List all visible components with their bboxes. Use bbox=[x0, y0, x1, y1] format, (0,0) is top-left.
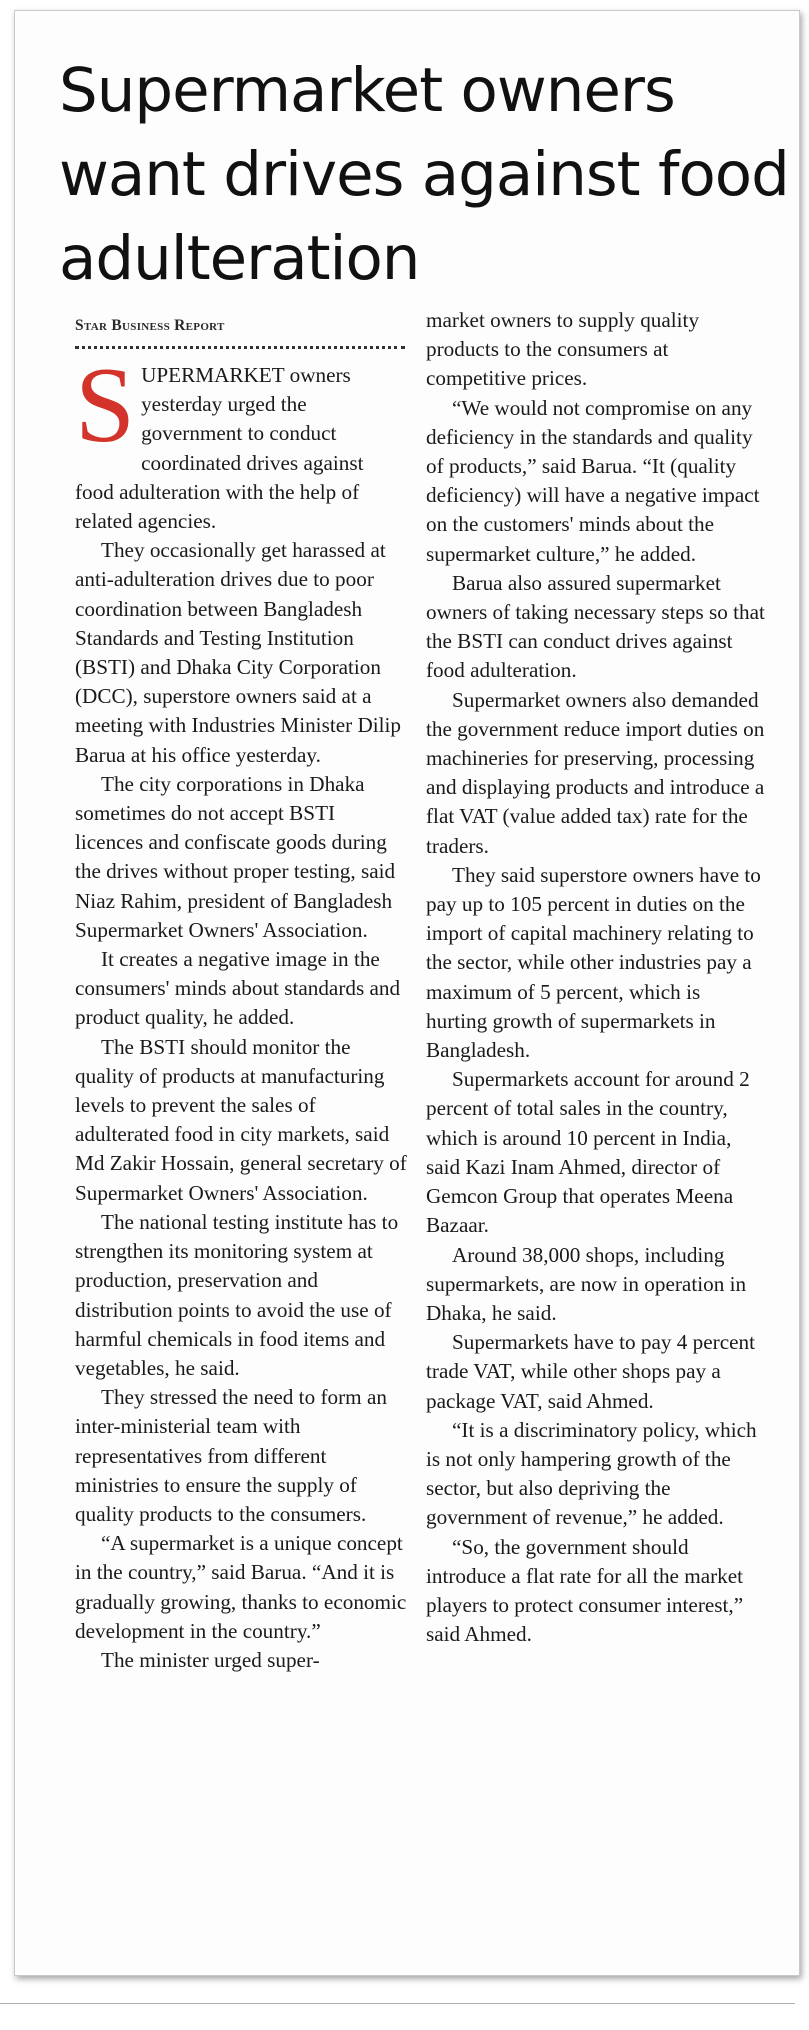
drop-cap: S bbox=[75, 346, 136, 465]
paragraph: The national testing institute has to strengthen its monitoring system at production, preservation and distribution points to avoid the use of harmful chemicals in food items and vegetables, he said. bbox=[75, 1209, 399, 1380]
paragraph: Around 38,000 shops, including supermarkets, are now in operation in Dhaka, he said. bbox=[426, 1242, 747, 1325]
byline: Star Business Report bbox=[75, 317, 225, 334]
page-divider bbox=[0, 2003, 795, 2004]
paragraph: “It is a discriminatory policy, which is not only hampering growth of the sector, but also depriving the government of revenue,” he added. bbox=[426, 1417, 757, 1530]
continued-paragraph: market owners to supply quality products to the consumers at competitive prices. bbox=[426, 308, 700, 391]
paragraph: It creates a negative image in the consumers' minds about standards and product quality, he added. bbox=[75, 947, 401, 1030]
column-1 bbox=[75, 346, 407, 1675]
paragraph: They said superstore owners have to pay up to 105 percent in duties on the import of capital machinery relating to the sector, while other industries pay a maximum of 5 percent, which is hurting growth of supermarkets in Bangladesh. bbox=[426, 862, 761, 1063]
paragraph: They stressed the need to form an inter-ministerial team with representatives from different ministries to ensure the supply of quality products to the consumers. bbox=[75, 1385, 387, 1526]
lead-text: UPERMARKET owners yesterday urged the government to conduct coordinated drives against food adulteration with the help of related agencies. bbox=[75, 363, 364, 534]
paragraph: The BSTI should monitor the quality of products at manufacturing levels to prevent the sales of adulterated food in city markets, said Md Zakir Hossain, general secretary of Supermarket Owners' Association. bbox=[75, 1034, 407, 1205]
paragraph: “A supermarket is a unique concept in the country,” said Barua. “And it is gradually growing, thanks to economic development in the country.” bbox=[75, 1531, 407, 1643]
paragraph: Barua also assured supermarket owners of taking necessary steps so that the BSTI can conduct drives against food adulteration. bbox=[426, 570, 765, 683]
column-2 bbox=[426, 306, 766, 1649]
headline: Supermarket owners want drives against food adulteration bbox=[59, 55, 789, 294]
paragraph: Supermarket owners also demanded the government reduce import duties on machineries for preserving, processing and displaying products and introduce a flat VAT (value added tax) rate for the traders. bbox=[426, 687, 765, 858]
lead-paragraph bbox=[75, 346, 407, 536]
paragraph: Supermarkets account for around 2 percent of total sales in the country, which is around 10 percent in India, said Kazi Inam Ahmed, director of Gemcon Group that operates Meena Bazaar. bbox=[426, 1067, 750, 1238]
paragraph: Supermarkets have to pay 4 percent trade VAT, while other shops pay a package VAT, said Ahmed. bbox=[426, 1330, 755, 1413]
news-clipping bbox=[14, 10, 800, 1976]
paragraph: “So, the government should introduce a flat rate for all the market players to protect consumer interest,” said Ahmed. bbox=[426, 1534, 744, 1647]
paragraph: The minister urged super- bbox=[101, 1647, 320, 1672]
paragraph: “We would not compromise on any deficiency in the standards and quality of products,” said Barua. “It (quality deficiency) will have a negative impact on the customers' minds about the supermarket culture,” he added. bbox=[426, 395, 760, 566]
paragraph: They occasionally get harassed at anti-adulteration drives due to poor coordination between Bangladesh Standards and Testing Institution (BSTI) and Dhaka City Corporation (DCC), superstore owners said at a meeting with Industries Minister Dilip Barua at his office yesterday. bbox=[75, 538, 402, 767]
paragraph: The city corporations in Dhaka sometimes do not accept BSTI licences and confiscate goods during the drives without proper testing, said Niaz Rahim, president of Bangladesh Supermarket Owners' Association. bbox=[75, 771, 396, 942]
